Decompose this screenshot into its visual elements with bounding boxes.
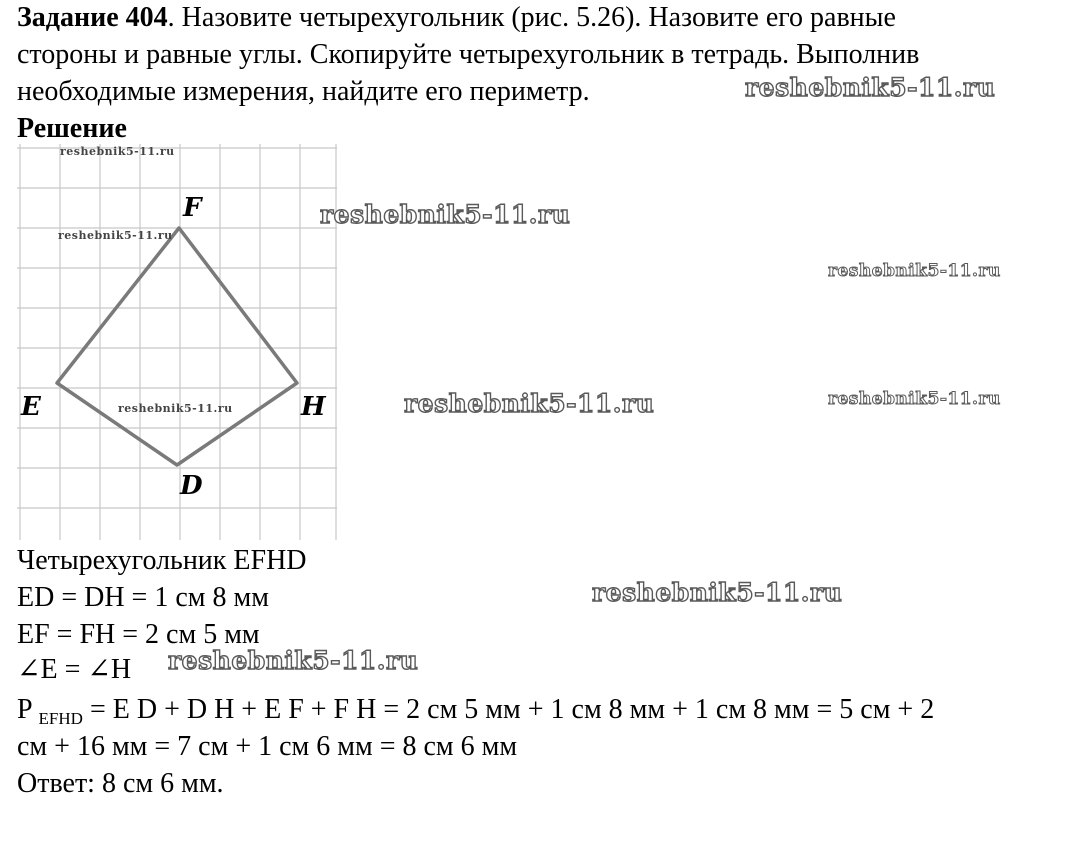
solution-line-5 (17, 694, 934, 735)
watermark-7: reshebnik5-11.ru (168, 646, 419, 675)
vertex-label-d: D (180, 471, 203, 501)
vertex-label-h: H (301, 392, 326, 422)
solution-line-2: ED = DH = 1 см 8 мм (17, 582, 269, 613)
solution-heading: Решение (17, 113, 127, 144)
quadrilateral-efhd (57, 228, 297, 465)
watermark: reshebnik5-11.ru (745, 73, 996, 102)
watermark-3: reshebnik5-11.ru (828, 261, 1001, 281)
task-line-2: стороны и равные углы. Скопируйте четырехугольник в тетрадь. Выполнив (17, 39, 920, 70)
solution-line-6: см + 16 мм = 7 см + 1 см 6 мм = 8 см 6 мм (17, 731, 518, 762)
perimeter-formula: = E D + D H + E F + F H = 2 см 5 мм + 1 см 8 мм + 1 см 8 мм = 5 см + 2 (82, 694, 935, 725)
answer-line: Ответ: 8 см 6 мм. (17, 768, 224, 799)
task-title: Задание 404 (17, 2, 168, 33)
solution-line-1: Четырехугольник EFHD (17, 545, 307, 576)
grid (17, 144, 337, 540)
task-line-1 (17, 2, 896, 34)
watermark-small-3: reshebnik5-11.ru (118, 402, 233, 415)
perimeter-subscript: EFHD (38, 709, 83, 728)
watermark-small-2: reshebnik5-11.ru (58, 229, 173, 242)
watermark-4: reshebnik5-11.ru (404, 389, 655, 418)
task-line-3: необходимые измерения, найдите его периметр. (17, 76, 590, 107)
watermark-small-1: reshebnik5-11.ru (60, 145, 175, 158)
vertex-label-e: E (21, 392, 41, 422)
watermark-2: reshebnik5-11.ru (320, 200, 571, 229)
quadrilateral-figure (17, 144, 339, 544)
solution-line-4: ∠E = ∠H (17, 654, 132, 685)
watermark-5: reshebnik5-11.ru (828, 389, 1001, 409)
watermark-6: reshebnik5-11.ru (592, 578, 843, 607)
vertex-label-f: F (183, 193, 202, 223)
perimeter-symbol: P (17, 694, 32, 725)
task-text-1: . Назовите четырехугольник (рис. 5.26). Назовите его равные (167, 2, 896, 33)
solution-line-3: EF = FH = 2 см 5 мм (17, 619, 260, 650)
